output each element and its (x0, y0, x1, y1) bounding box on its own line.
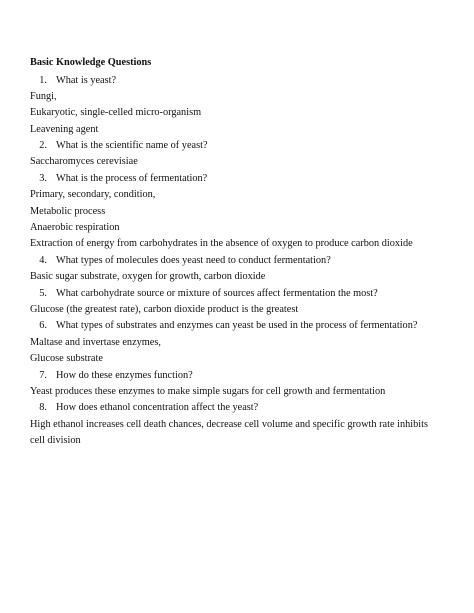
document-body (30, 55, 455, 449)
question-text: How do these enzymes function? (56, 369, 193, 381)
answer-line: Basic sugar substrate, oxygen for growth, carbon dioxide (30, 271, 266, 283)
answer-line: Metabolic process (30, 205, 106, 217)
question-number: 2. (39, 140, 47, 152)
answer-line: Glucose (the greatest rate), carbon dioxide product is the greatest (30, 303, 299, 315)
question-item (30, 138, 455, 154)
question-text: How does ethanol concentration affect the yeast? (56, 402, 259, 414)
answer-line: Glucose substrate (30, 353, 103, 365)
question-item (30, 73, 455, 89)
question-number: 4. (39, 254, 47, 266)
question-item (30, 400, 455, 416)
question-text: What is the process of fermentation? (56, 172, 208, 184)
answer-line: Maltase and invertase enzymes, (30, 336, 161, 348)
question-item (30, 253, 455, 269)
answer-line: Saccharomyces cerevisiae (30, 156, 138, 168)
question-item (30, 368, 455, 384)
question-item (30, 286, 455, 302)
answer-line: Extraction of energy from carbohydrates in the absence of oxygen to produce carbon dioxide (30, 238, 413, 250)
section-heading: Basic Knowledge Questions (30, 57, 152, 68)
question-number: 5. (39, 287, 47, 299)
answer-line: High ethanol increases cell death chances, decrease cell volume and specific growth rate inhibits cell division (30, 418, 428, 446)
question-text: What is yeast? (56, 74, 117, 86)
question-text: What types of substrates and enzymes can yeast be used in the process of fermentation? (56, 320, 418, 332)
answer-line: Yeast produces these enzymes to make simple sugars for cell growth and fermentation (30, 385, 386, 397)
question-number: 6. (39, 320, 47, 332)
answer-line: Leavening agent (30, 123, 99, 135)
answer-line: Anaerobic respiration (30, 222, 120, 234)
question-number: 8. (39, 402, 47, 414)
question-item (30, 171, 455, 187)
answer-line: Fungi, (30, 90, 57, 102)
question-text: What types of molecules does yeast need to conduct fermentation? (56, 254, 331, 266)
question-number: 1. (39, 74, 47, 86)
question-item (30, 318, 455, 334)
question-text: What is the scientific name of yeast? (56, 140, 208, 152)
answer-line: Primary, secondary, condition, (30, 189, 156, 201)
question-number: 7. (39, 369, 47, 381)
answer-line: Eukaryotic, single-celled micro-organism (30, 107, 202, 119)
question-number: 3. (39, 172, 47, 184)
question-text: What carbohydrate source or mixture of sources affect fermentation the most? (56, 287, 378, 299)
